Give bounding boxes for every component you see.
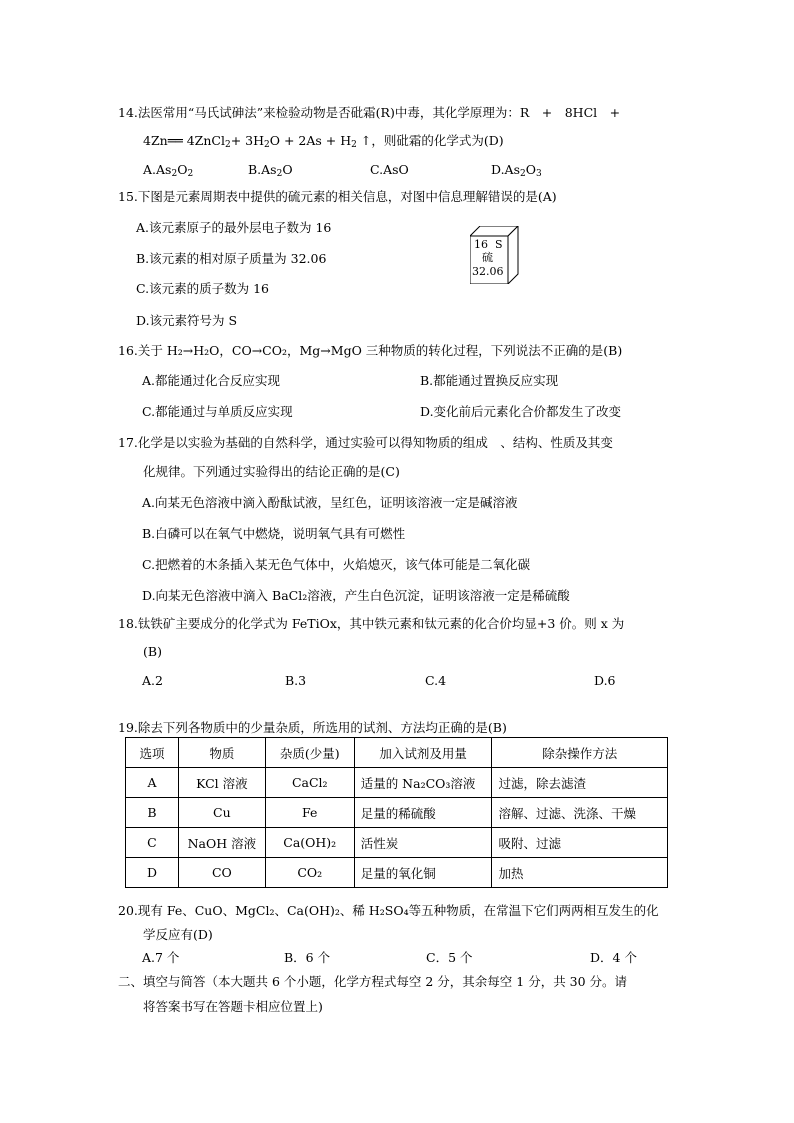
q15-option-c: C.该元素的质子数为 16 [136, 281, 269, 296]
q16-stem: 16.关于 H₂→H₂O，CO→CO₂，Mg→MgO 三种物质的转化过程，下列说法不正确的是(B) [118, 343, 623, 358]
cell-reagent: 足量的氧化铜 [354, 858, 492, 888]
q14-stem-line1: 14.法医常用“马氏试砷法”来检验动物是否砒霜(R)中毒，其化学原理为：R + 8HCl + [118, 105, 621, 120]
cell-method: 加热 [492, 858, 668, 888]
q17-stem-line1: 17.化学是以实验为基础的自然科学，通过实验可以得知物质的组成 、结构、性质及其变 [118, 435, 613, 450]
q17-option-d: D.向某无色溶液中滴入 BaCl₂溶液，产生白色沉淀，证明该溶液一定是稀硫酸 [142, 588, 570, 603]
q18-option-c: C.4 [425, 673, 447, 688]
q20-option-c: C．5 个 [426, 950, 473, 965]
element-name: 硫 [482, 251, 493, 264]
cell-option: C [126, 828, 179, 858]
cell-reagent: 足量的稀硫酸 [354, 798, 492, 828]
q14-option-b: $B.As_2O$ [248, 162, 293, 179]
q17-option-a: A.向某无色溶液中滴入酚酞试液，呈红色，证明该溶液一定是碱溶液 [142, 495, 518, 510]
q14-option-d: $D.As_2O_3$ [491, 162, 542, 179]
q18-option-d: D.6 [594, 673, 616, 688]
q19-stem: 19.除去下列各物质中的少量杂质，所选用的试剂、方法均正确的是(B) [118, 720, 507, 735]
q18-stem-line2: (B) [143, 644, 162, 659]
q15-option-a: A.该元素原子的最外层电子数为 16 [136, 220, 332, 235]
cell-impurity: CaCl₂ [265, 768, 354, 798]
q15-stem: 15.下图是元素周期表中提供的硫元素的相关信息，对图中信息理解错误的是(A) [118, 189, 557, 204]
q16-option-b: B.都能通过置换反应实现 [420, 373, 559, 388]
q20-option-b: B．6 个 [284, 950, 331, 965]
table-header-row [126, 738, 668, 768]
element-mass: 32.06 [472, 265, 504, 278]
element-number-symbol: 16 S [474, 238, 503, 251]
q17-stem-line2: 化规律。下列通过实验得出的结论正确的是(C) [143, 464, 400, 479]
header-impurity: 杂质(少量) [265, 738, 354, 768]
cell-impurity: Fe [265, 798, 354, 828]
q20-stem-line1: 20.现有 Fe、CuO、MgCl₂、Ca(OH)₂、稀 H₂SO₄等五种物质，在常温下它们两两相互发生的化 [118, 903, 659, 918]
table-row [126, 798, 668, 828]
cell-substance: CO [178, 858, 265, 888]
q20-stem-line2: 学反应有(D) [143, 927, 213, 942]
cell-reagent: 适量的 Na₂CO₃溶液 [354, 768, 492, 798]
q18-option-a: A.2 [142, 673, 163, 688]
section2-heading-line2: 将答案书写在答题卡相应位置上) [143, 999, 323, 1014]
cell-impurity: Ca(OH)₂ [265, 828, 354, 858]
q17-option-b: B.白磷可以在氧气中燃烧，说明氧气具有可燃性 [142, 526, 406, 541]
q18-option-b: B.3 [285, 673, 307, 688]
cell-option: B [126, 798, 179, 828]
section2-heading-line1: 二、填空与简答（本大题共 6 个小题，化学方程式每空 2 分，其余每空 1 分，共 30 分。请 [118, 974, 628, 989]
header-substance: 物质 [178, 738, 265, 768]
cell-substance: KCl 溶液 [178, 768, 265, 798]
q14-stem-line2: 4Zn══ 4ZnCl$_2$+ $3H_2O + 2As + H_2$ ↑，则砒霜的化学式为(D) [143, 133, 504, 150]
q20-option-a: A.7 个 [142, 950, 180, 965]
cell-method: 溶解、过滤、洗涤、干燥 [492, 798, 668, 828]
header-method: 除杂操作方法 [492, 738, 668, 768]
q14-option-a: $A.As_2O_2$ [143, 162, 194, 179]
table-row [126, 828, 668, 858]
q15-option-d: D.该元素符号为 S [136, 313, 238, 328]
q16-option-c: C.都能通过与单质反应实现 [142, 404, 293, 419]
q20-option-d: D．4 个 [590, 950, 637, 965]
q15-option-b: B.该元素的相对原子质量为 32.06 [136, 251, 327, 266]
cell-method: 吸附、过滤 [492, 828, 668, 858]
q17-option-c: C.把燃着的木条插入某无色气体中，火焰熄灭，该气体可能是二氧化碳 [142, 557, 531, 572]
table-row [126, 858, 668, 888]
cell-method: 过滤，除去滤渣 [492, 768, 668, 798]
cell-substance: Cu [178, 798, 265, 828]
cell-substance: NaOH 溶液 [178, 828, 265, 858]
q18-stem-line1: 18.钛铁矿主要成分的化学式为 FeTiOx，其中铁元素和钛元素的化合价均显+3 价。则 x 为 [118, 616, 625, 631]
table-row [126, 768, 668, 798]
q19-table [125, 737, 668, 888]
cell-reagent: 活性炭 [354, 828, 492, 858]
cell-impurity: CO₂ [265, 858, 354, 888]
header-option: 选项 [126, 738, 179, 768]
q14-option-c: C.AsO [370, 162, 409, 177]
sulfur-element-card [470, 226, 550, 284]
cell-option: D [126, 858, 179, 888]
q16-option-d: D.变化前后元素化合价都发生了改变 [420, 404, 622, 419]
header-reagent: 加入试剂及用量 [354, 738, 492, 768]
cell-option: A [126, 768, 179, 798]
q16-option-a: A.都能通过化合反应实现 [142, 373, 281, 388]
